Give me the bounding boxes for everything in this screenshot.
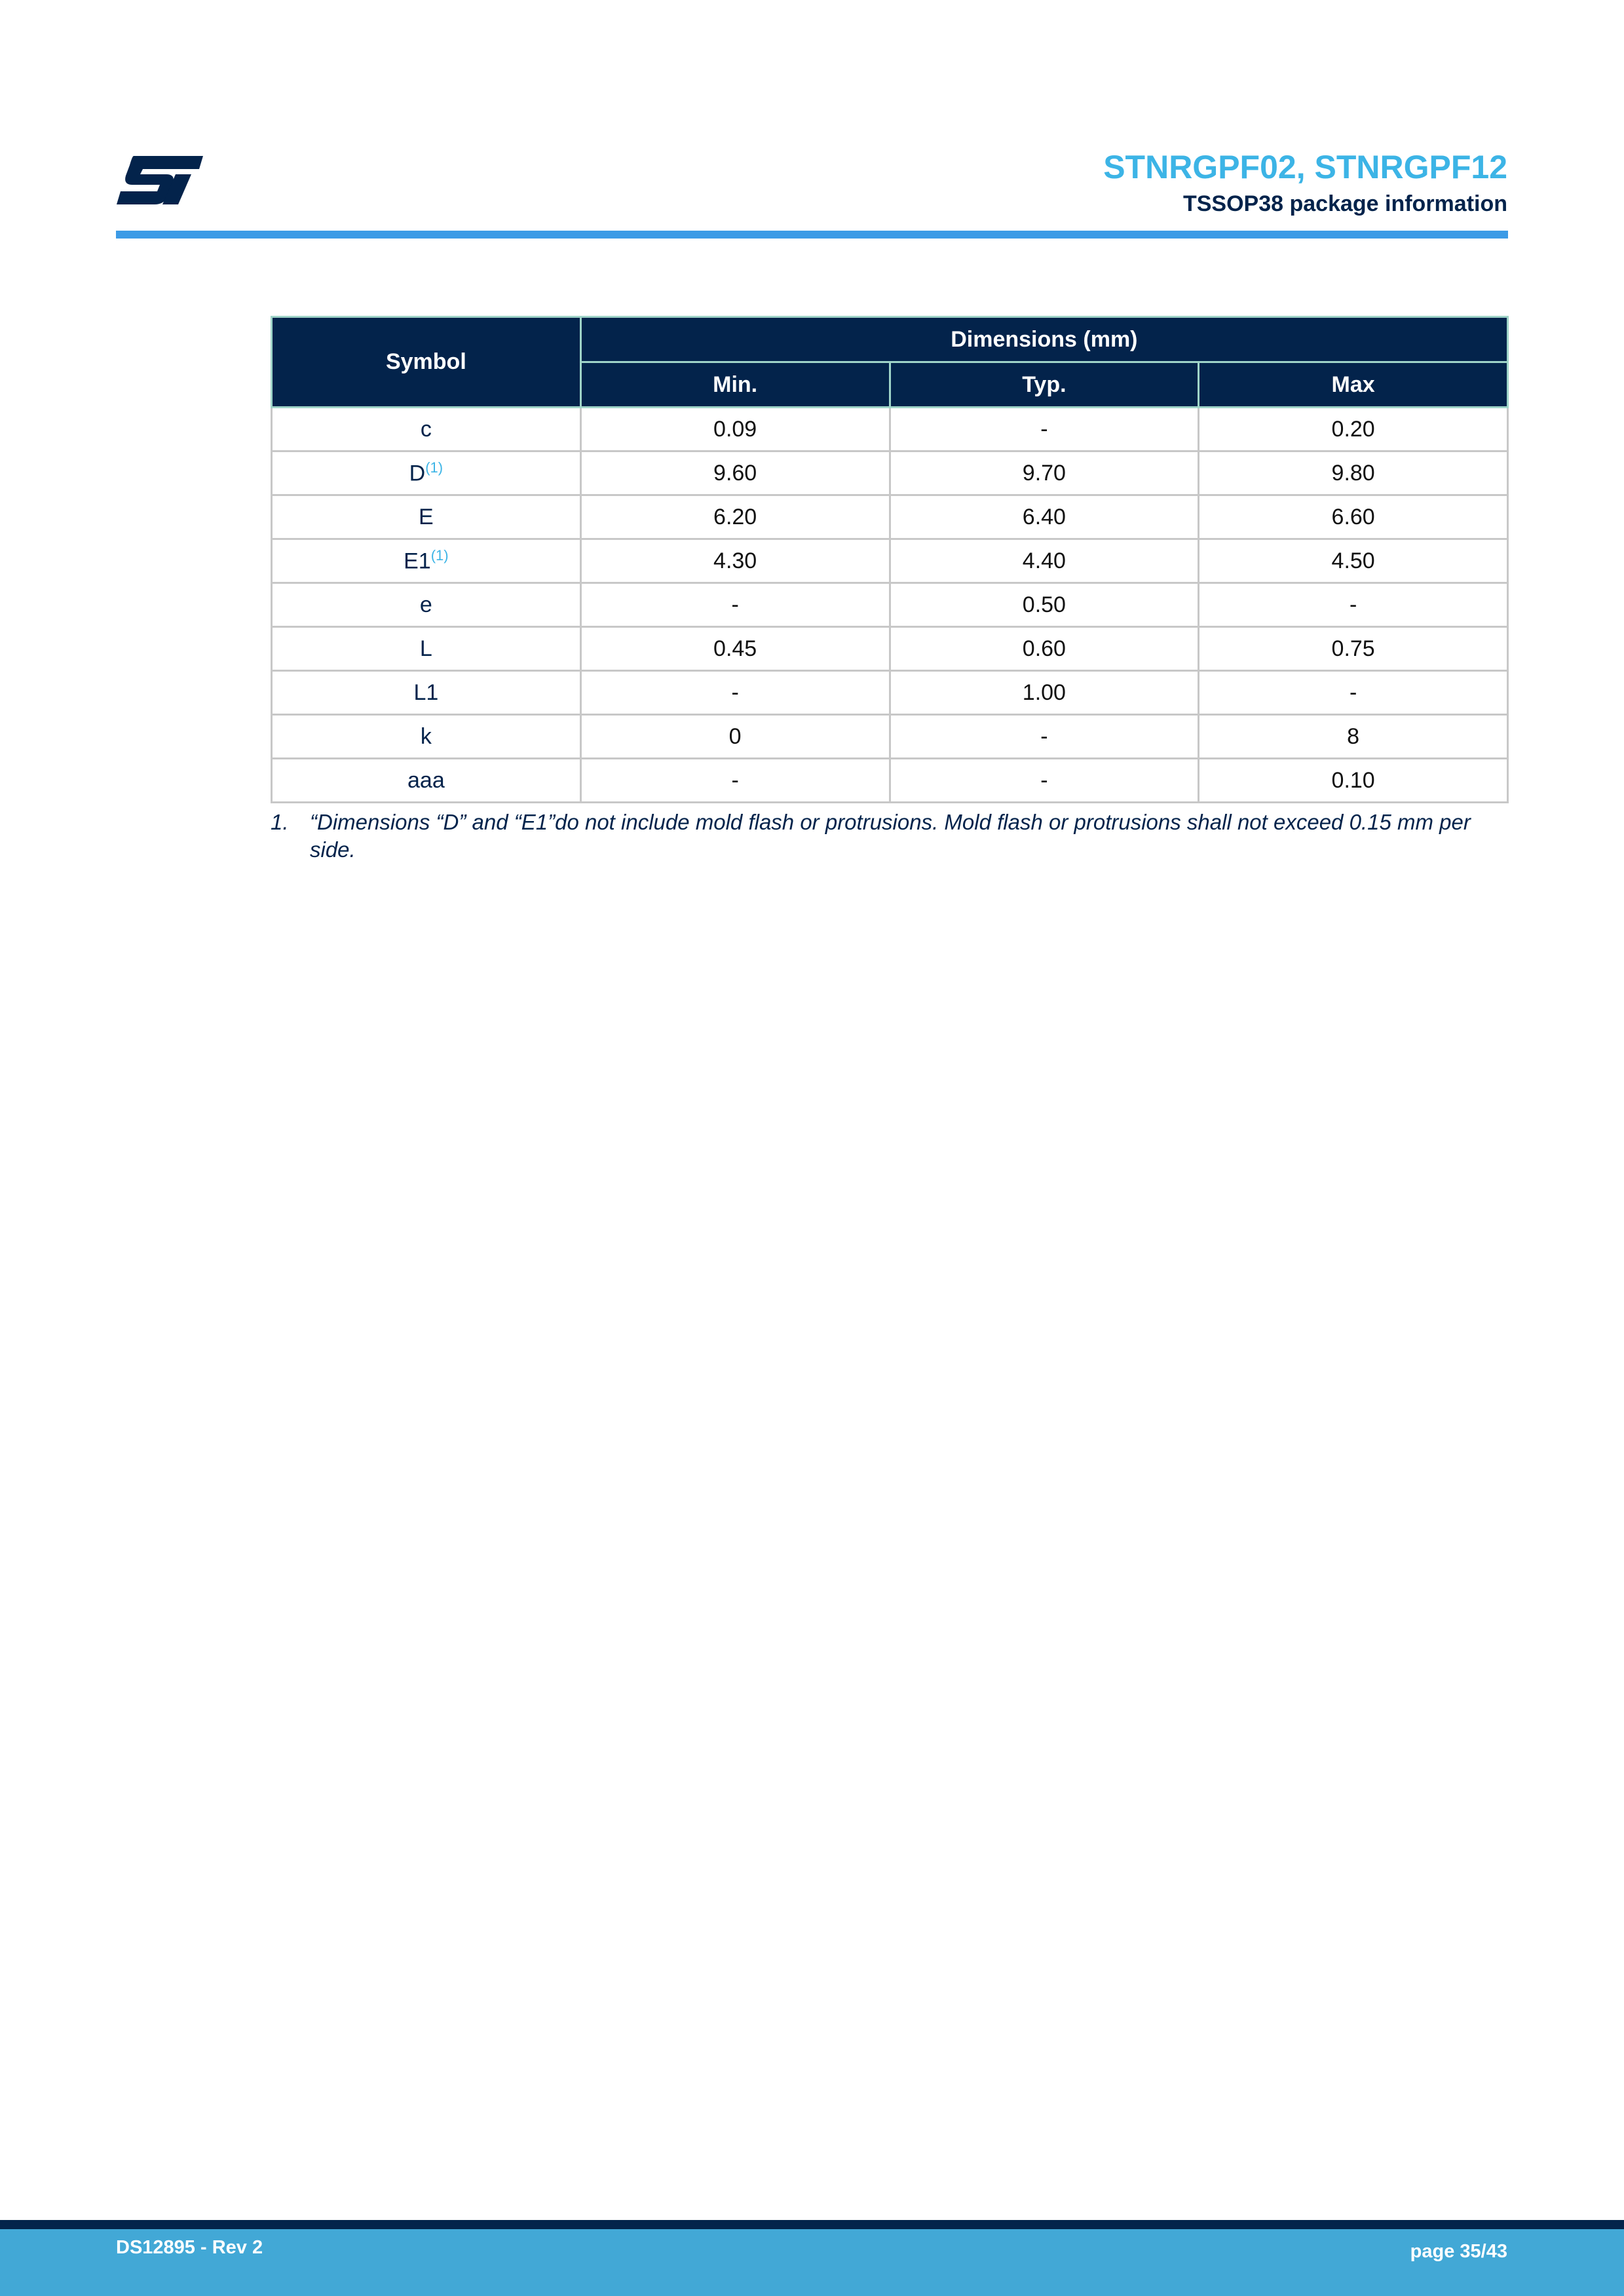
- cell-max: -: [1199, 671, 1508, 715]
- symbol-text: e: [419, 592, 432, 617]
- symbol-text: D: [409, 461, 426, 486]
- cell-max: 4.50: [1199, 539, 1508, 583]
- cell-typ: 1.00: [890, 671, 1199, 715]
- cell-symbol: [272, 715, 581, 759]
- header-max: Max: [1199, 362, 1508, 408]
- cell-max: 6.60: [1199, 495, 1508, 539]
- cell-symbol: [272, 671, 581, 715]
- symbol-text: L: [419, 636, 432, 661]
- cell-min: 6.20: [580, 495, 890, 539]
- cell-min: 0.09: [580, 408, 890, 451]
- footnote-ref[interactable]: (1): [430, 547, 449, 564]
- cell-min: -: [580, 671, 890, 715]
- cell-symbol: [272, 495, 581, 539]
- header-dimensions: Dimensions (mm): [580, 317, 1507, 362]
- cell-max: -: [1199, 583, 1508, 627]
- footnote-ref[interactable]: (1): [425, 459, 444, 476]
- table-row: [272, 759, 1508, 803]
- cell-max: 0.75: [1199, 627, 1508, 671]
- table-row: [272, 715, 1508, 759]
- cell-max: 9.80: [1199, 451, 1508, 495]
- document-title: STNRGPF02, STNRGPF12: [1103, 149, 1507, 185]
- header-symbol: Symbol: [272, 317, 581, 408]
- cell-typ: 6.40: [890, 495, 1199, 539]
- cell-symbol: [272, 759, 581, 803]
- cell-typ: -: [890, 715, 1199, 759]
- cell-typ: 0.50: [890, 583, 1199, 627]
- table-row: [272, 451, 1508, 495]
- table-row: [272, 671, 1508, 715]
- symbol-text: E1: [404, 548, 431, 574]
- cell-min: -: [580, 583, 890, 627]
- table-body: [272, 408, 1508, 803]
- cell-typ: 4.40: [890, 539, 1199, 583]
- table-row: [272, 583, 1508, 627]
- symbol-text: L1: [413, 679, 439, 705]
- header-min: Min.: [580, 362, 890, 408]
- cell-symbol: [272, 451, 581, 495]
- cell-symbol: [272, 583, 581, 627]
- cell-min: 0.45: [580, 627, 890, 671]
- footer-page-number: page 35/43: [1410, 2241, 1507, 2262]
- symbol-text: c: [420, 416, 432, 442]
- dimensions-table: [271, 316, 1509, 803]
- section-title: TSSOP38 package information: [1182, 191, 1507, 216]
- cell-min: 9.60: [580, 451, 890, 495]
- cell-typ: -: [890, 759, 1199, 803]
- table-row: [272, 539, 1508, 583]
- footnote-text: “Dimensions “D” and “E1”do not include mold flash or protrusions. Mold flash or protrusions shall not exceed 0.15 mm per side.: [310, 810, 1471, 862]
- footer-doc-id: DS12895 - Rev 2: [116, 2237, 263, 2258]
- footer-divider: [0, 2220, 1624, 2229]
- table-row: [272, 495, 1508, 539]
- cell-symbol: [272, 627, 581, 671]
- cell-max: 8: [1199, 715, 1508, 759]
- cell-symbol: [272, 539, 581, 583]
- table-row: [272, 408, 1508, 451]
- symbol-text: E: [419, 504, 434, 529]
- cell-max: 0.10: [1199, 759, 1508, 803]
- cell-min: 0: [580, 715, 890, 759]
- footnote-number: 1.: [271, 810, 289, 834]
- header-typ: Typ.: [890, 362, 1199, 408]
- cell-typ: -: [890, 408, 1199, 451]
- header-divider: [116, 231, 1508, 239]
- cell-min: 4.30: [580, 539, 890, 583]
- cell-symbol: [272, 408, 581, 451]
- symbol-text: aaa: [407, 767, 445, 793]
- cell-max: 0.20: [1199, 408, 1508, 451]
- table-row: [272, 627, 1508, 671]
- cell-typ: 0.60: [890, 627, 1199, 671]
- symbol-text: k: [420, 723, 432, 749]
- cell-min: -: [580, 759, 890, 803]
- st-logo-icon: [115, 155, 204, 206]
- footnote: [271, 809, 1509, 864]
- cell-typ: 9.70: [890, 451, 1199, 495]
